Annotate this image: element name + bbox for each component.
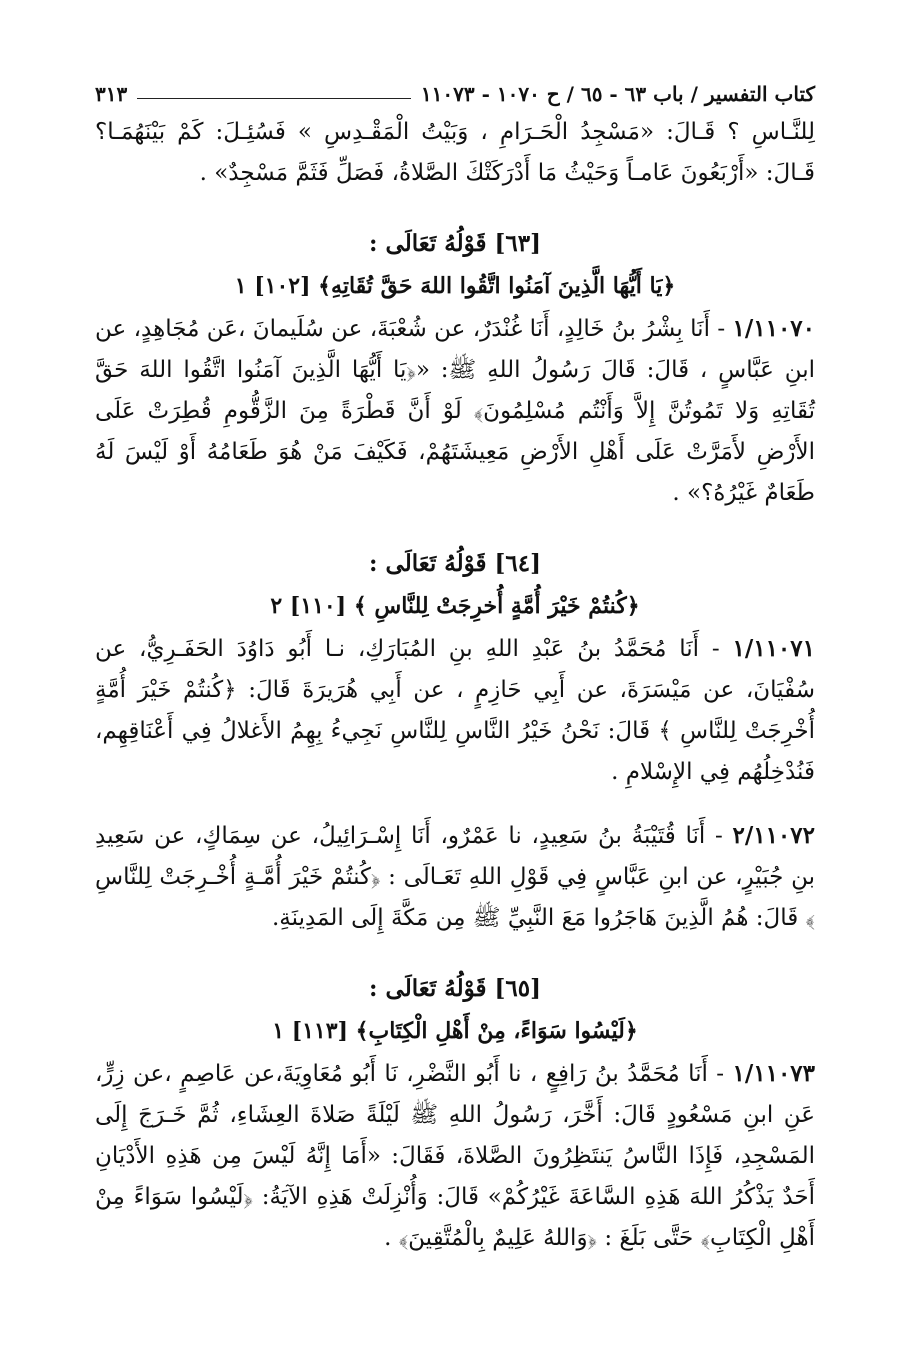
book-page <box>95 76 815 1346</box>
section-heading-64 <box>95 542 815 628</box>
section-verse: ﴿كُنتُمْ خَيْرَ أُمَّةٍ أُخرِجَتْ لِلنَّاسِ ﴾ [١١٠] ٢ <box>270 593 640 619</box>
hadith-text: - أَنَا قُتَيْبَةُ بنُ سَعِيدٍ، نا عَمْرٌو، أَنَا إِسْـرَائِيلُ، عن سِمَاكٍ، عن سَعِيدِ بنِ جُبَيْرٍ، عن ابنِ عَبَّاسٍ فِي قَوْلِ اللهِ تَعَـالَى : ﴿كُنتُمْ خَيْرَ أُمَّـةٍ أُخْـرِجَتْ لِلنَّاسِ ﴾ قَالَ: هُمُ الَّذِينَ هَاجَرُوا مَعَ النَّبِيِّ ﷺ مِن مَكَّةَ إِلَى المَدِينَةِ. <box>95 823 815 931</box>
section-heading-65 <box>95 967 815 1053</box>
hadith-paragraph-11073 <box>95 1053 815 1259</box>
hadith-number: ١/١١٠٧٠ <box>732 315 816 342</box>
section-verse: ﴿لَيْسُوا سَوَاءً، مِنْ أَهْلِ الْكِتَابِ﴾ [١١٣] ١ <box>272 1018 638 1044</box>
hadith-paragraph-11070 <box>95 308 815 514</box>
section-title: [٦٥] قَوْلُهُ تَعَالَى : <box>369 975 541 1002</box>
running-header <box>95 76 815 112</box>
hadith-text: - أَنَا مُحَمَّدُ بنُ رَافِعٍ ، نا أَبُو النَّضْرِ، نَا أَبُو مُعَاوِيَةَ،عن عَاصِمٍ ،عن زِرٍّ، عَنِ ابنِ مَسْعُودٍ قَالَ: أَخَّرَ، رَسُولُ اللهِ ﷺ لَيْلَةً صَلاةَ العِشَاءِ، ثُمَّ خَـرَجَ إِلَى المَسْجِدِ، فَإِذَا النَّاسُ يَنتَظِرُونَ الصَّلاةَ، فَقَالَ: «أَمَا إِنَّهُ لَيْسَ مِن هَذِهِ الأَدْيَانِ أَحَدٌ يَذْكُرُ اللهَ هَذِهِ السَّاعَةَ غَيْرُكُمْ» قَالَ: وَأُنْزِلَتْ هَذِهِ الآيَةُ: ﴿لَيْسُوا سَوَاءً مِنْ أَهْلِ الْكِتَابِ﴾ حَتَّى بَلَغَ : ﴿وَاللهُ عَلِيمٌ بِالْمُتَّقِينَ﴾ . <box>95 1061 815 1251</box>
section-verse: ﴿يَا أَيُّهَا الَّذِينَ آمَنُوا اتَّقُوا اللهَ حَقَّ تُقَاتِهِ﴾ [١٠٢] ١ <box>234 273 676 299</box>
hadith-text: - أَنَا بِشْرُ بنُ خَالِدٍ، أَنَا غُنْدَرٌ، عن شُعْبَةَ، عن سُلَيمانَ ،عَن مُجَاهِدٍ، عن ابنِ عَبَّاسٍ ، قَالَ: قَالَ رَسُولُ اللهِ ﷺ: «﴿يَا أَيُّهَا الَّذِينَ آمَنُوا اتَّقُوا اللهَ حَقَّ تُقَاتِهِ وَلا تَمُوتُنَّ إِلاَّ وَأَنْتُم مُسْلِمُونَ﴾ لَوْ أَنَّ قَطْرَةً مِنَ الزَّقُّومِ قُطِرَتْ عَلَى الأَرْضِ لأَمَرَّتْ عَلَى أَهْلِ الأَرْضِ مَعِيشَتَهُمْ، فَكَيْفَ مَنْ هُوَ طَعَامُهُ أَوْ لَيْسَ لَهُ طَعَامٌ غَيْرُهُ؟» . <box>95 316 815 506</box>
hadith-text: - أَنَا مُحَمَّدُ بنُ عَبْدِ اللهِ بنِ المُبَارَكِ، نـا أَبُو دَاوُدَ الحَفَـرِيُّ، عن سُفْيَانَ، عن مَيْسَرَةَ، عن أَبِي حَازِمٍ ، عن أَبِي هُرَيرَةَ قَالَ: ﴿كُنتُمْ خَيْرَ أُمَّةٍ أُخْرِجَتْ لِلنَّاسِ ﴾ قَالَ: نَحْنُ خَيْرُ النَّاسِ لِلنَّاسِ نَجِيءُ بِهِمُ الأَغلالُ فِي أَعْنَاقِهِم، فَنُدْخِلُهُم فِي الإِسْلامِ . <box>95 636 815 785</box>
page-number: ٣١٣ <box>95 82 128 106</box>
section-title: [٦٤] قَوْلُهُ تَعَالَى : <box>369 550 541 577</box>
hadith-number: ١/١١٠٧١ <box>732 635 815 662</box>
hadith-number: ٢/١١٠٧٢ <box>732 822 815 849</box>
running-header-title: كتاب التفسير / باب ٦٣ - ٦٥ / ح ١٠٧٠ - ١١٠٧٣ <box>420 82 815 106</box>
intro-paragraph: لِلنَّـاسِ ؟ قَـالَ: «مَسْجِدُ الْحَـرَامِ ، وَبَيْتُ الْمَقْـدِسِ » فَسُئِـلَ: كَمْ بَيْنَهُمَـا؟ قَـالَ: «أَرْبَعُونَ عَامـاً وَحَيْثُ مَا أَدْرَكَتْكَ الصَّلاةُ، فَصَلِّ فَثَمَّ مَسْجِدٌ» . <box>95 119 815 186</box>
hadith-paragraph-11071 <box>95 628 815 793</box>
hadith-number: ١/١١٠٧٣ <box>732 1060 816 1087</box>
section-heading-63 <box>95 222 815 308</box>
section-title: [٦٣] قَوْلُهُ تَعَالَى : <box>369 230 541 257</box>
hadith-paragraph-11072 <box>95 815 815 939</box>
header-rule <box>137 98 411 99</box>
